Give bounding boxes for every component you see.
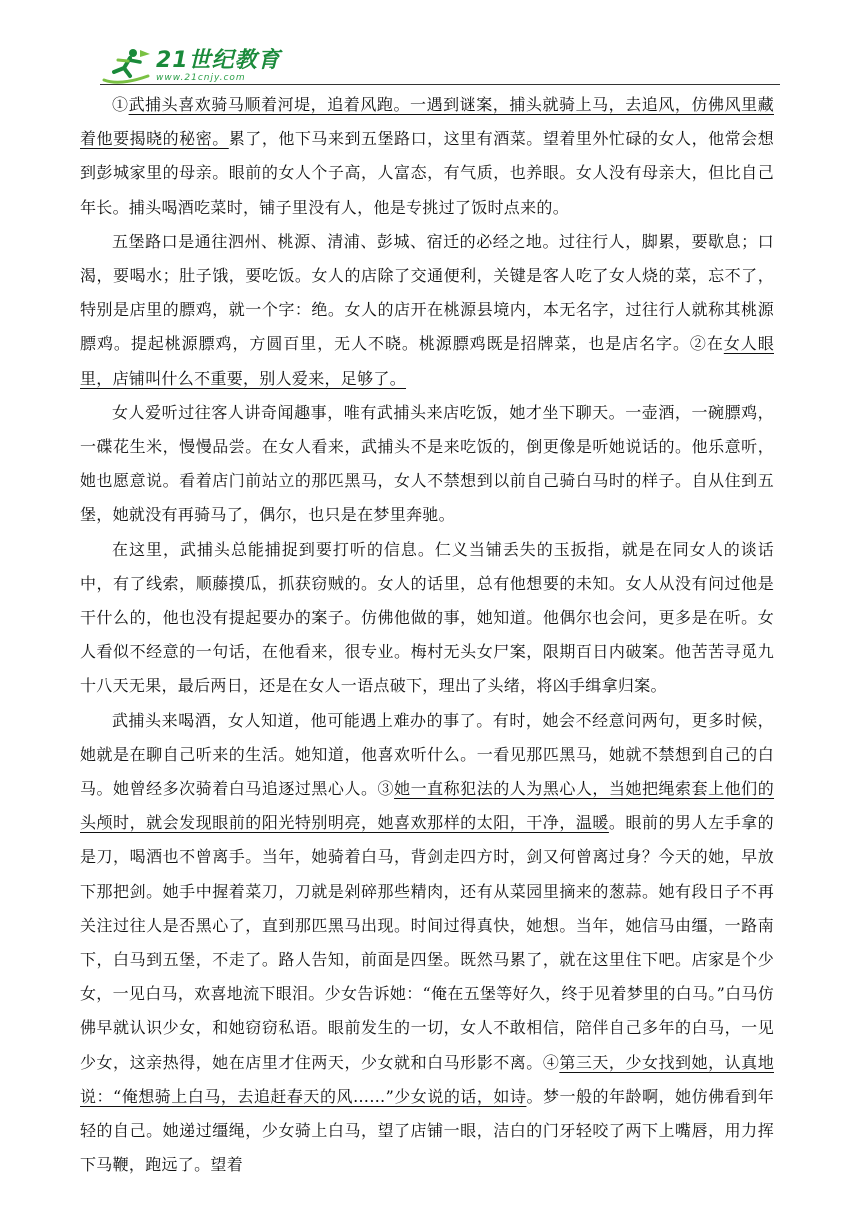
- runner-logo-icon: [100, 46, 154, 86]
- text-segment: 累了，他下马来到五堡路口，这里有酒菜。望着里外忙碌的女人，他常会想到彭城家里的母亲。眼前的女人个子高，人富态，有气质，也养眼。女人没有母亲大，但比自己年长。捕头喝酒吃菜时，铺子里没有人，他是专挑过了饭时点来的。: [80, 129, 774, 217]
- underlined-text: 女人眼里，店铺叫什么不重要，别人爱来，足够了。: [80, 334, 774, 388]
- paragraph-3: [80, 396, 774, 533]
- paragraph-1: [80, 88, 774, 225]
- underlined-text: 第三天，少女找到她，认真地说：“俺想骑上白马，去追赶春天的风……”少女说的话，如诗: [80, 1052, 774, 1106]
- text-segment: 女人爱听过往客人讲奇闻趣事，唯有武捕头来店吃饭，她才坐下聊天。一壶酒，一碗膘鸡，一碟花生米，慢慢品尝。在女人看来，武捕头不是来吃饭的，倒更像是听她说话的。他乐意听，她也愿意说。看着店门前站立的那匹黑马，女人不禁想到以前自己骑白马时的样子。自从住到五堡，她就没有再骑马了，偶尔，也只是在梦里奔驰。: [80, 402, 774, 525]
- logo-url: www.21cnjy.com: [156, 72, 246, 83]
- text-segment: ①: [112, 95, 129, 114]
- paragraph-5: [80, 704, 774, 1183]
- text-segment: 。梦一般的年龄啊，她仿佛看到年轻的自己。她递过缰绳，少女骑上白马，望了店铺一眼，洁白的门牙轻咬了两下上嘴唇，用力挥下马鞭，跑远了。望着: [80, 1086, 774, 1175]
- text-segment: 武捕头来喝酒，女人知道，他可能遇上难办的事了。有时，她会不经意问两句，更多时候，她就是在聊自己听来的生活。她知道，他喜欢听什么。一看见那匹黑马，她就不禁想到自己的白马。她曾经多次骑着白马追逐过黑心人。③: [80, 710, 774, 799]
- paragraph-2: [80, 225, 774, 396]
- text-segment: 在这里，武捕头总能捕捉到要打听的信息。仁义当铺丢失的玉扳指，就是在同女人的谈话中，有了线索，顺藤摸瓜，抓获窃贼的。女人的话里，总有他想要的未知。女人从没有问过他是干什么的，他也没有提起要办的案子。仿佛他做的事，她知道。他偶尔也会问，更多是在听。女人看似不经意的一句话，在他看来，很专业。梅村无头女尸案，限期百日内破案。他苦苦寻觅九十八天无果，最后两日，还是在女人一语点破下，理出了头绪，将凶手缉拿归案。: [80, 539, 774, 696]
- logo-title: 21世纪教育: [156, 47, 281, 73]
- page-header: [100, 38, 780, 86]
- header-divider: [100, 84, 780, 85]
- paragraph-4: [80, 533, 774, 704]
- underlined-text: 她一直称犯法的人为黑心人，当她把绳索套上他们的头颅时，就会发现眼前的阳光特别明亮，她喜欢那样的太阳，干净，温暖: [80, 779, 775, 833]
- text-segment: 。眼前的男人左手拿的是刀，喝酒也不曾离手。当年，她骑着白马，背剑走四方时，剑又何曾离过身？今天的她，早放下那把剑。她手中握着菜刀，刀就是剁碎那些精肉，还有从菜园里摘来的葱蒜。她有段日子不再关注过往人是否黑心了，直到那匹黑马出现。时间过得真快，她想。当年，她信马由缰，一路南下，白马到五堡，不走了。路人告知，前面是四堡。既然马累了，就在这里住下吧。店家是个少女，一见白马，欢喜地流下眼泪。少女告诉她：“俺在五堡等好久，终于见着梦里的白马。”白马仿佛早就认识少女，和她窃窃私语。眼前发生的一切，女人不敢相信，陪伴自己多年的白马，一见少女，这亲热得，她在店里才住两天，少女就和白马形影不离。④: [80, 813, 774, 1072]
- site-logo[interactable]: [100, 46, 281, 86]
- article-body: [80, 88, 774, 1183]
- text-segment: 五堡路口是通往泗州、桃源、清浦、彭城、宿迁的必经之地。过往行人，脚累，要歇息；口渴，要喝水；肚子饿，要吃饭。女人的店除了交通便利，关键是客人吃了女人烧的菜，忘不了，特别是店里的膘鸡，就一个字：绝。女人的店开在桃源县境内，本无名字，过往行人就称其桃源膘鸡。提起桃源膘鸡，方圆百里，无人不晓。桃源膘鸡既是招牌菜，也是店名字。②在: [80, 231, 774, 354]
- underlined-text: 武捕头喜欢骑马顺着河堤，追着风跑。一遇到谜案，捕头就骑上马，去追风，仿佛风里藏着他要揭晓的秘密。: [80, 95, 774, 149]
